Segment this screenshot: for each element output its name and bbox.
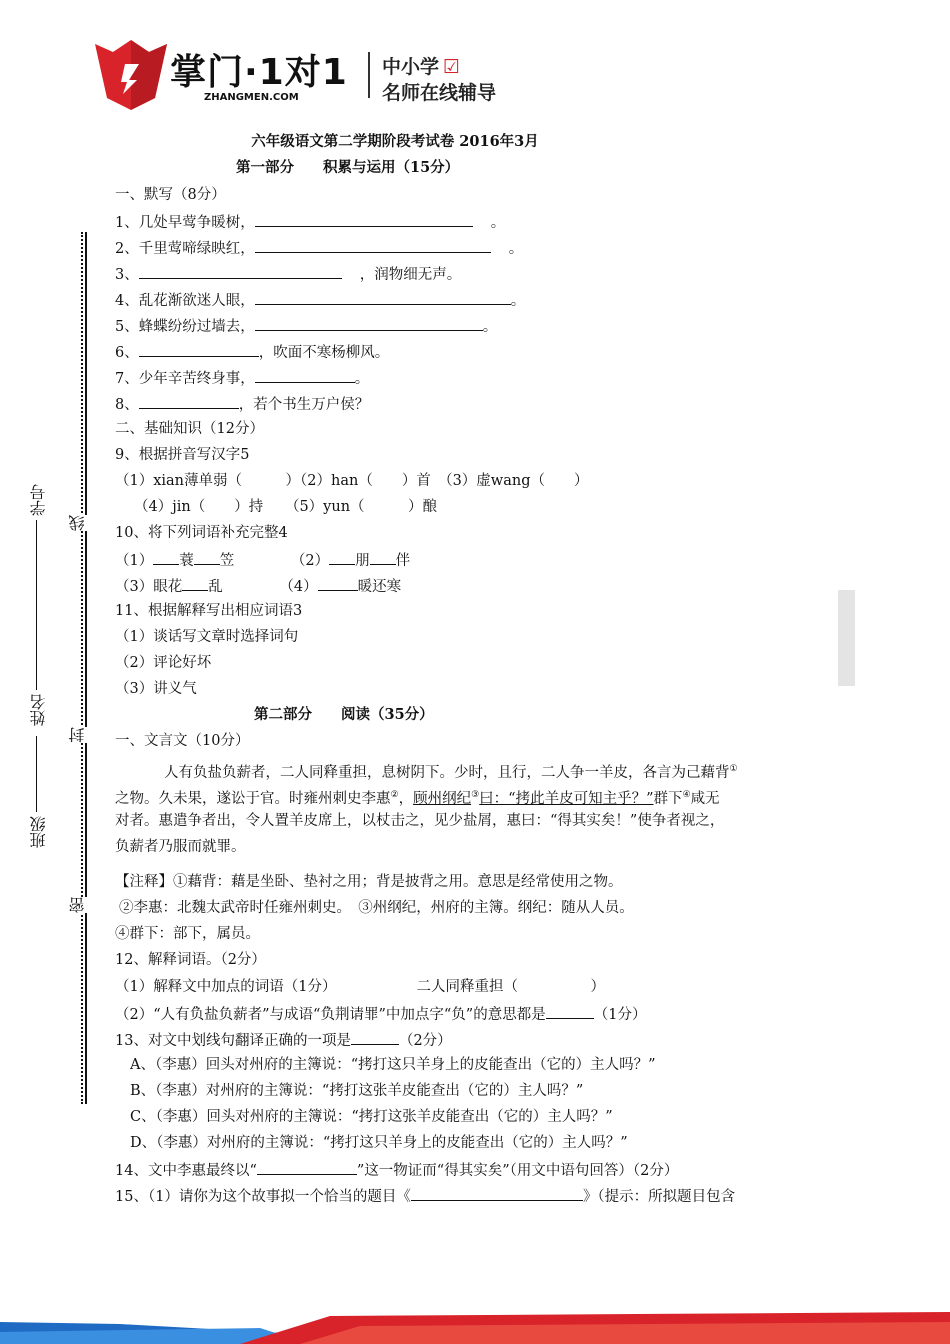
passage-line4: 负薪者乃服而就罪。 [115, 839, 246, 855]
question-11-1: （1）谈话写文章时选择词句 [115, 629, 299, 645]
question-3: 3、 ，润物细无声。 [115, 264, 461, 284]
question-9-line2: （4）jin（ ）持 （5）yun（ ）酿 [134, 499, 438, 515]
seal-label-seal: 封 [68, 727, 87, 743]
blank-line-name [36, 736, 37, 812]
part1-heading: 第一部分 积累与运用（15分） [236, 159, 460, 176]
footer-stripe [0, 1312, 950, 1344]
question-13: 13、对文中划线句翻译正确的一项是 （2分） [115, 1030, 452, 1050]
question-1: 1、几处早莺争暖树， 。 [115, 212, 505, 232]
answer-blank[interactable] [546, 1004, 594, 1019]
question-2: 2、千里莺啼绿映红， 。 [115, 238, 523, 258]
label-name: 姓名 [29, 694, 48, 726]
answer-blank[interactable] [370, 550, 396, 565]
label-class: 班级 [29, 816, 48, 848]
answer-blank[interactable] [255, 368, 355, 383]
answer-blank[interactable] [139, 394, 239, 409]
answer-blank[interactable] [255, 316, 483, 331]
question-10: 10、将下列词语补充完整4 [115, 525, 288, 541]
question-6: 6、 ，吹面不寒杨柳风。 [115, 342, 389, 362]
answer-blank[interactable] [139, 264, 342, 279]
answer-blank[interactable] [318, 576, 358, 591]
brand-separator [368, 52, 370, 98]
question-7: 7、少年辛苦终身事， 。 [115, 368, 369, 388]
note-2: ②李惠：北魏太武帝时任雍州刺史。 ③州纲纪，州府的主簿。纲纪：随从人员。 [119, 900, 634, 916]
seal-label-line: 线 [68, 515, 87, 531]
answer-blank[interactable] [257, 1160, 357, 1175]
passage-line2: 之物。久未果，遂讼于官。时雍州刺史李惠②，顾州纲纪③曰：“拷此羊皮可知主乎？”群下④咸无 [115, 790, 720, 807]
scrollbar-thumb[interactable] [838, 590, 855, 686]
passage-line3: 对者。惠遣争者出，令人置羊皮席上，以杖击之，见少盐屑，惠曰：“得其实矣！”使争者视之， [115, 813, 725, 829]
brand-url: ZHANGMEN.COM [204, 92, 299, 103]
question-11: 11、根据解释写出相应词语3 [115, 603, 303, 619]
answer-blank[interactable] [194, 550, 220, 565]
answer-blank[interactable] [255, 238, 491, 253]
question-12: 12、解释词语。（2分） [115, 952, 266, 968]
answer-blank[interactable] [182, 576, 208, 591]
question-10-row2: （3）眼花 乱 （4） 暖还寒 [115, 576, 401, 596]
answer-blank[interactable] [411, 1186, 583, 1201]
answer-blank[interactable] [255, 212, 473, 227]
question-14: 14、文中李惠最终以“ ”这一物证而“得其实矣”（用文中语句回答）（2分） [115, 1160, 678, 1180]
answer-blank[interactable] [139, 342, 259, 357]
answer-blank[interactable] [329, 550, 355, 565]
question-11-3: （3）讲义气 [115, 681, 197, 697]
option-b[interactable]: B、（李惠）对州府的主簿说：“拷打这张羊皮能查出（它的）主人吗？” [130, 1083, 584, 1099]
question-12-2: （2）“人有负盐负薪者”与成语“负荆请罪”中加点字“负”的意思都是 （1分） [115, 1004, 646, 1024]
seal-label-secret: 密 [68, 897, 87, 913]
section-classical: 一、文言文（10分） [115, 733, 250, 749]
page-title: 六年级语文第二学期阶段考试卷 2016年3月 [251, 133, 539, 150]
option-d[interactable]: D、（李惠）对州府的主簿说：“拷打这只羊身上的皮能查出（它的）主人吗？” [130, 1135, 628, 1151]
binding-solid-line [85, 232, 87, 1104]
binding-dotted-line [81, 232, 83, 1104]
slogan-line1: 中小学 ☑ [382, 56, 461, 78]
answer-blank[interactable] [351, 1030, 399, 1045]
answer-blank[interactable] [255, 290, 511, 305]
option-a[interactable]: A、（李惠）回头对州府的主簿说：“拷打这只羊身上的皮能查出（它的）主人吗？” [130, 1057, 656, 1073]
note-3: ④群下：部下，属员。 [115, 926, 260, 942]
zhangmen-logo-icon [95, 40, 167, 110]
slogan-line2: 名师在线辅导 [382, 82, 497, 104]
question-8: 8、 ，若个书生万户侯？ [115, 394, 369, 414]
blank-line-id [36, 520, 37, 690]
checkmark-icon: ☑ [443, 56, 461, 78]
section-basics: 二、基础知识（12分） [115, 421, 264, 437]
question-15: 15、（1）请你为这个故事拟一个恰当的题目《 》（提示：所拟题目包含 [115, 1186, 735, 1206]
section-dictation: 一、默写（8分） [115, 187, 226, 203]
brand-name: 掌门·1对1 [170, 52, 348, 93]
question-9-line1: （1）xian薄单弱（ ）（2）han（ ）首 （3）虚wang（ ） [115, 473, 589, 489]
question-9: 9、根据拼音写汉字5 [115, 447, 250, 463]
passage-line1: 人有负盐负薪者，二人同释重担，息树阴下。少时，且行，二人争一羊皮，各言为己藉背① [164, 764, 738, 781]
answer-blank[interactable] [153, 550, 179, 565]
question-10-row1: （1） 蓑 笠 （2） 朋 伴 [115, 550, 410, 570]
question-11-2: （2）评论好坏 [115, 655, 212, 671]
option-c[interactable]: C、（李惠）回头对州府的主簿说：“拷打这张羊皮能查出（它的）主人吗？” [130, 1109, 613, 1125]
part2-heading: 第二部分 阅读（35分） [254, 706, 434, 723]
note-1: 【注释】①藉背：藉是坐卧、垫衬之用；背是披背之用。意思是经常使用之物。 [115, 874, 623, 890]
question-4: 4、乱花渐欲迷人眼， 。 [115, 290, 525, 310]
question-12-1: （1）解释文中加点的词语（1分） 二人同释重担（ ） [115, 979, 605, 995]
label-student-id: 学号 [29, 484, 48, 516]
question-5: 5、蜂蝶纷纷过墙去， 。 [115, 316, 497, 336]
